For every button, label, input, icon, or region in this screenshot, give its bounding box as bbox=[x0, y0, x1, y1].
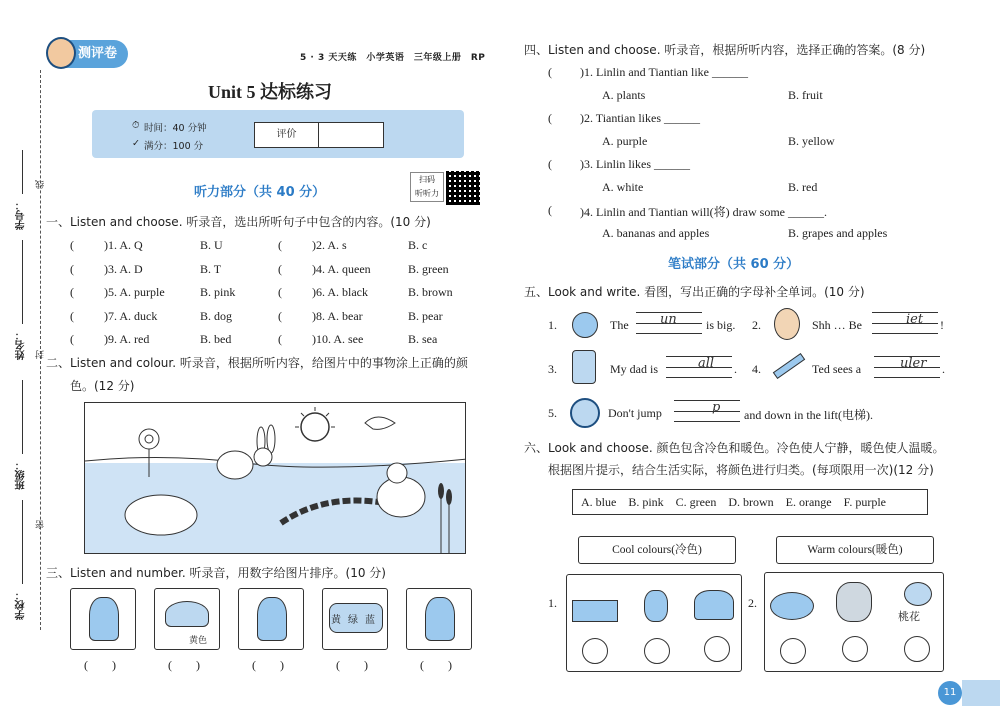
q5-5-number: 5. bbox=[548, 406, 557, 420]
q5-2-answer: iet bbox=[906, 312, 924, 327]
q1-item-3: )3. A. D bbox=[104, 261, 143, 276]
school-line bbox=[22, 500, 23, 584]
page-number: 11 bbox=[938, 681, 962, 705]
yellow-label: 黄色 bbox=[189, 636, 208, 646]
q1-heading: 一、Listen and choose. 听录音，选出所听句子中包含的内容。(10 分) bbox=[46, 215, 431, 229]
q1-item-1: )1. A. Q bbox=[104, 238, 143, 252]
page-title: Unit 5 达标练习 bbox=[207, 82, 332, 102]
boy-turning-icon bbox=[89, 597, 119, 641]
name-label: 姓名： bbox=[16, 330, 27, 360]
q5-3-answer: all bbox=[698, 356, 715, 371]
answer-paren-10[interactable]: ( bbox=[278, 332, 282, 346]
q5-4-pre: Ted sees a bbox=[812, 362, 862, 376]
q4-question-4: )4. Linlin and Tiantian will(将) draw some ______. bbox=[580, 205, 827, 219]
answer-circle-warm-3[interactable] bbox=[904, 636, 930, 662]
cool-colours-sign: Cool colours(冷色) bbox=[578, 536, 736, 564]
peach-blossom-icon bbox=[904, 582, 932, 606]
q4-paren-4[interactable]: ( bbox=[548, 203, 552, 217]
q1-option-b-5: B. pink bbox=[200, 285, 236, 299]
q4-paren-3[interactable]: ( bbox=[548, 157, 552, 171]
q1-option-b-3: B. T bbox=[200, 261, 222, 276]
q1-option-b-8: B. pear bbox=[408, 308, 443, 323]
boy-jumping-icon bbox=[425, 597, 455, 641]
ruler-icon bbox=[773, 353, 805, 379]
answer-paren-7[interactable]: ( bbox=[70, 308, 74, 323]
number-paren-3[interactable]: ( ) bbox=[252, 658, 284, 672]
q1-option-b-1: B. U bbox=[200, 238, 223, 252]
school-label: 学校： bbox=[16, 590, 27, 620]
q1-item-9: )9. A. red bbox=[104, 332, 150, 346]
q5-3-post: . bbox=[734, 362, 737, 376]
cut-mark-xian: 线 bbox=[36, 180, 46, 189]
scan-text-2: 听听力 bbox=[415, 189, 439, 198]
q5-5-post: and down in the lift(电梯). bbox=[744, 408, 873, 422]
colour-word-1: 黄 bbox=[331, 615, 341, 626]
answer-circle-cool-1[interactable] bbox=[582, 638, 608, 664]
q5-5-blank[interactable] bbox=[674, 400, 740, 422]
q4-option-a-4: A. bananas and apples bbox=[602, 226, 710, 240]
q4-question-3: )3. Linlin likes ______ bbox=[580, 157, 690, 171]
q5-5-answer: p bbox=[712, 400, 721, 415]
scan-label bbox=[410, 172, 444, 202]
q5-3-pre: My dad is bbox=[610, 362, 658, 376]
q1-option-b-10: B. sea bbox=[408, 332, 438, 346]
number-paren-1[interactable]: ( ) bbox=[84, 658, 116, 672]
student-number-label: 学号： bbox=[16, 200, 27, 230]
grass-icon bbox=[694, 590, 734, 620]
score-text: 满分：100 分 bbox=[144, 141, 204, 152]
boy-shush-icon bbox=[774, 308, 800, 340]
cap-card[interactable] bbox=[154, 588, 220, 650]
grapes-icon bbox=[644, 590, 668, 622]
colour-blob-card[interactable] bbox=[322, 588, 388, 650]
rabbit-icon bbox=[217, 451, 253, 479]
q5-2-pre: Shh … Be bbox=[812, 318, 863, 332]
q2-heading-cont: 色。(12 分) bbox=[70, 379, 135, 393]
answer-circle-cool-3[interactable] bbox=[704, 636, 730, 662]
evaluation-box bbox=[254, 122, 384, 148]
cut-mark-mi: 密 bbox=[36, 520, 46, 529]
answer-paren-1[interactable]: ( bbox=[70, 238, 74, 252]
q5-heading: 五、Look and write. 看图，写出正确的字母补全单词。(10 分) bbox=[524, 285, 865, 299]
listening-section-title: 听力部分（共 40 分） bbox=[194, 185, 326, 200]
q4-paren-1[interactable]: ( bbox=[548, 65, 552, 79]
q4-option-b-4: B. grapes and apples bbox=[788, 226, 888, 240]
q5-2-blank[interactable] bbox=[872, 312, 938, 334]
q1-option-b-6: B. brown bbox=[408, 285, 453, 299]
colour-word-3: 蓝 bbox=[365, 615, 375, 626]
q1-item-8: )8. A. bear bbox=[312, 308, 363, 323]
q5-1-answer: un bbox=[660, 312, 677, 327]
colouring-scene[interactable] bbox=[84, 402, 466, 554]
cap-icon bbox=[165, 601, 209, 627]
name-line bbox=[22, 240, 23, 324]
q1-item-7: )7. A. duck bbox=[104, 308, 158, 323]
answer-paren-5[interactable]: ( bbox=[70, 285, 74, 299]
q5-4-number: 4. bbox=[752, 362, 761, 376]
number-paren-4[interactable]: ( ) bbox=[336, 658, 368, 672]
q4-option-a-2: A. purple bbox=[602, 134, 648, 148]
q1-item-5: )5. A. purple bbox=[104, 285, 165, 299]
boy-jumping-card[interactable] bbox=[406, 588, 472, 650]
sea-icon bbox=[572, 600, 618, 622]
q1-option-b-4: B. green bbox=[408, 261, 449, 276]
colour-choices: A. blue B. pink C. green D. brown E. orange F. purple bbox=[572, 489, 928, 515]
no-jumping-icon bbox=[570, 398, 600, 428]
cut-mark-feng: 封 bbox=[36, 350, 46, 359]
corner-stripe bbox=[962, 680, 1000, 706]
q4-heading: 四、Listen and choose. 听录音，根据所听内容，选择正确的答案。(8 分) bbox=[524, 43, 926, 57]
q5-1-number: 1. bbox=[548, 318, 557, 332]
q4-question-1: )1. Linlin and Tiantian like ______ bbox=[580, 65, 748, 79]
scene-drawing bbox=[85, 403, 466, 554]
q1-item-6: )6. A. black bbox=[312, 285, 368, 299]
class-label: 班级： bbox=[16, 460, 27, 490]
answer-circle-warm-2[interactable] bbox=[842, 636, 868, 662]
q5-3-number: 3. bbox=[548, 362, 557, 376]
time-text: 时间：40 分钟 bbox=[144, 123, 207, 134]
number-paren-2[interactable]: ( ) bbox=[168, 658, 200, 672]
q4-option-a-3: A. white bbox=[602, 180, 644, 194]
q2-heading: 二、Listen and colour. 听录音，根据所听内容，给图片中的事物涂上正确的颜 bbox=[46, 356, 468, 370]
q5-4-post: . bbox=[942, 362, 945, 376]
q6-2-number: 2. bbox=[748, 596, 757, 610]
warm-colours-sign: Warm colours(暖色) bbox=[776, 536, 934, 564]
student-number-line bbox=[22, 150, 23, 194]
q4-option-b-1: B. fruit bbox=[788, 88, 823, 102]
answer-paren-9[interactable]: ( bbox=[70, 332, 74, 346]
info-box bbox=[92, 110, 464, 158]
q5-1-pre: The bbox=[610, 318, 629, 332]
q1-item-4: )4. A. queen bbox=[312, 261, 371, 276]
oranges-icon bbox=[770, 592, 814, 620]
q6-heading: 六、Look and choose. 颜色包含冷色和暖色。冷色使人宁静，暖色使人温暖。 bbox=[524, 441, 945, 455]
q1-item-10: )10. A. see bbox=[312, 332, 364, 346]
q5-2-post: ! bbox=[940, 318, 944, 332]
girl-sitting-icon bbox=[257, 597, 287, 641]
sun-icon bbox=[301, 413, 329, 441]
number-paren-5[interactable]: ( ) bbox=[420, 658, 452, 672]
boy-turning-card[interactable] bbox=[70, 588, 136, 650]
tall-dad-icon bbox=[572, 350, 596, 384]
clock-icon: ⏱ bbox=[132, 120, 140, 131]
answer-paren-4[interactable]: ( bbox=[278, 261, 282, 276]
answer-paren-2[interactable]: ( bbox=[278, 238, 282, 252]
mascot-icon bbox=[46, 37, 76, 69]
q4-option-a-1: A. plants bbox=[602, 88, 646, 102]
q4-paren-2[interactable]: ( bbox=[548, 111, 552, 125]
series-line: 5 · 3 天天练 小学英语 三年级上册 RP bbox=[300, 53, 486, 63]
q5-4-answer: uler bbox=[900, 356, 927, 371]
q5-2-number: 2. bbox=[752, 318, 761, 332]
q4-option-b-2: B. yellow bbox=[788, 134, 835, 148]
class-line bbox=[22, 380, 23, 454]
check-icon: ✓ bbox=[132, 138, 140, 149]
q6-heading-cont: 根据图片提示，结合生活实际，将颜色进行归类。(每项限用一次)(12 分) bbox=[548, 463, 934, 477]
cat-icon bbox=[125, 495, 197, 535]
q4-option-b-3: B. red bbox=[788, 180, 818, 194]
colour-word-2: 绿 bbox=[348, 615, 358, 626]
evaluation-label: 评价 bbox=[255, 123, 319, 147]
answer-paren-3[interactable]: ( bbox=[70, 261, 74, 276]
bear-icon bbox=[836, 582, 872, 622]
answer-circle-cool-2[interactable] bbox=[644, 638, 670, 664]
sun-icon bbox=[572, 312, 598, 338]
duck-icon bbox=[377, 477, 425, 517]
q1-option-b-7: B. dog bbox=[200, 308, 233, 323]
badge-label: 测评卷 bbox=[78, 46, 118, 61]
bird-icon bbox=[365, 417, 395, 429]
qr-code[interactable] bbox=[446, 171, 480, 205]
q1-option-b-2: B. c bbox=[408, 238, 428, 252]
scan-text-1: 扫码 bbox=[419, 175, 435, 184]
q6-1-number: 1. bbox=[548, 596, 557, 610]
answer-circle-warm-1[interactable] bbox=[780, 638, 806, 664]
q1-item-2: )2. A. s bbox=[312, 238, 347, 252]
q3-heading: 三、Listen and number. 听录音，用数字给图片排序。(10 分) bbox=[46, 566, 386, 580]
q5-5-pre: Don't jump bbox=[608, 406, 662, 420]
test-badge bbox=[48, 40, 128, 68]
answer-paren-6[interactable]: ( bbox=[278, 285, 282, 299]
q1-option-b-9: B. bed bbox=[200, 332, 232, 346]
writing-section-title: 笔试部分（共 60 分） bbox=[668, 257, 800, 272]
q5-1-post: is big. bbox=[706, 318, 736, 332]
girl-sitting-card[interactable] bbox=[238, 588, 304, 650]
answer-paren-8[interactable]: ( bbox=[278, 308, 282, 323]
peach-blossom-label: 桃花 bbox=[898, 610, 920, 623]
q4-question-2: )2. Tiantian likes ______ bbox=[580, 111, 701, 125]
